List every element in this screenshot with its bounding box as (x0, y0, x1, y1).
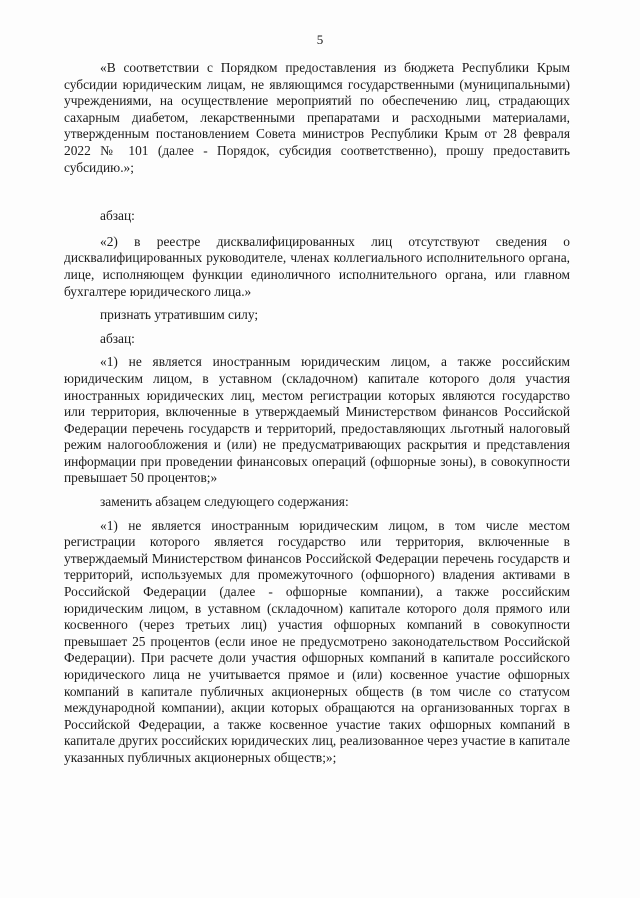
paragraph-quote-disqualified: «2) в реестре дисквалифицированных лиц отсутствуют сведения о дисквалифицированных руководителе, членах коллегиального исполнительного органа, лице, исполняющем функции единоличного исполнительного органа, или главном бухгалтере юридического лица.» (64, 233, 570, 299)
page-number: 5 (316, 32, 324, 47)
document-body (64, 60, 570, 767)
paragraph-quote-application: «В соответствии с Порядком предоставления из бюджета Республики Крым субсидии юридическим лицам, не являющимся государственными (муниципальными) учреждениями, на осуществление мероприятий по обеспечению лиц, страдающих сахарным диабетом, лекарственными препаратами и расходными материалами, утвержденным постановлением Совета министров Республики Крым от 28 февраля 2022 № 101 (далее - Порядок, субсидия соответственно), прошу предоставить субсидию.»; (64, 60, 570, 175)
paragraph-abzac-2: абзац: (100, 330, 135, 346)
paragraph-replace: заменить абзацем следующего содержания: (100, 494, 349, 510)
paragraph-abzac-1: абзац: (100, 208, 135, 224)
paragraph-quote-offshore-old: «1) не является иностранным юридическим лицом, а также российским юридическим лицом, в уставном (складочном) капитале которого доля участия иностранных юридических лиц, местом регистрации которых являются государство или территория, включенные в утверждаемый Министерством финансов Российской Федерации перечень государств и территорий, предоставляющих льготный налоговый режим налогообложения и (или) не предусматривающих раскрытия и представления информации при проведении финансовых операций (офшорные зоны), в совокупности превышает 50 процентов;» (64, 354, 570, 486)
paragraph-repeal: признать утратившим силу; (100, 307, 259, 323)
paragraph-quote-offshore-new: «1) не является иностранным юридическим лицом, в том числе местом регистрации которого является государство или территория, включенные в утверждаемый Министерством финансов Российской Федерации перечень государств и территорий, используемых для промежуточного (офшорного) владения активами в Российской Федерации (далее - офшорные компании), а также российским юридическим лицом, в уставном (складочном) капитале которого доля прямого или косвенного (через третьих лиц) участия офшорных компаний в совокупности превышает 25 процентов (если иное не предусмотрено законодательством Российской Федерации). При расчете доли участия офшорных компаний в капитале российского юридического лица не учитывается прямое и (или) косвенное участие офшорных компаний в капитале публичных акционерных обществ (в том числе со статусом международной компании), акции которых обращаются на организованных торгах в Российской Федерации, а также косвенное участие таких офшорных компаний в капитале других российских юридических лиц, реализованное через участие в капитале указанных публичных акционерных обществ;»; (64, 517, 570, 765)
